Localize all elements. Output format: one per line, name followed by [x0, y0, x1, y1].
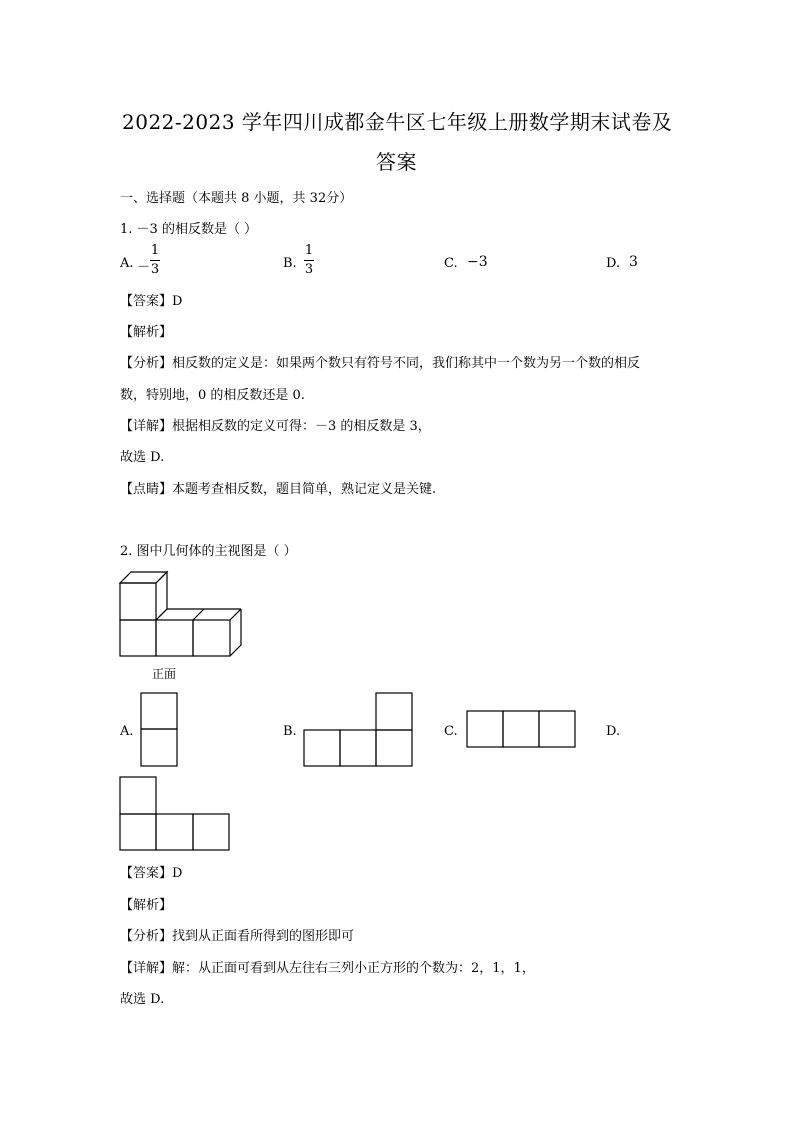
square: [120, 777, 156, 814]
q2-figure-caption: 正面: [152, 667, 177, 681]
q1-guxuan: 故选 D.: [120, 450, 165, 465]
q2-option-c-label: C.: [444, 724, 458, 739]
q1-option-d-label: D.: [606, 256, 621, 271]
q2-option-a-label: A.: [120, 724, 134, 739]
q1-option-b-label: B.: [283, 256, 297, 271]
q1-option-c-value: −3: [467, 254, 488, 270]
section-heading: 一、选择题（本题共 8 小题，共 32分）: [120, 191, 353, 206]
q1-stem: 1. －3 的相反数是（ ）: [120, 222, 258, 237]
q2-jiexi: 【解析】: [120, 898, 173, 913]
q1-option-b-denominator: 3: [304, 262, 314, 277]
q2-option-d-label: D.: [606, 724, 621, 739]
q1-option-a-numerator: 1: [150, 243, 160, 258]
q2-xiangjie: 【详解】解：从正面可看到从左往右三列小正方形的个数为：2，1，1，: [120, 961, 535, 976]
square: [193, 814, 229, 850]
title-line-1: 2022-2023 学年四川成都金牛区七年级上册数学期末试卷及: [122, 110, 673, 134]
q1-answer: 【答案】D: [120, 294, 183, 309]
q1-option-d-value: 3: [629, 254, 638, 270]
q1-fenxi-line-2: 数，特别地，0 的相反数还是 0.: [120, 388, 305, 403]
q1-option-c-label: C.: [444, 256, 458, 271]
q1-option-a-label: A.: [120, 256, 134, 271]
q1-xiangjie: 【详解】根据相反数的定义可得：－3 的相反数是 3，: [120, 419, 431, 434]
q2-guxuan: 故选 D.: [120, 992, 165, 1007]
q1-option-a-sign: －: [137, 260, 151, 275]
q2-answer: 【答案】D: [120, 866, 183, 881]
square: [156, 814, 193, 850]
q1-jiexi: 【解析】: [120, 325, 173, 340]
q2-fenxi: 【分析】找到从正面看所得到的图形即可: [120, 929, 355, 944]
q1-dianjing: 【点睛】本题考查相反数，题目简单，熟记定义是关键.: [120, 482, 437, 497]
q2-option-b-label: B.: [283, 724, 297, 739]
q1-option-b-numerator: 1: [304, 243, 314, 258]
q1-fenxi-line-1: 【分析】相反数的定义是：如果两个数只有符号不同，我们称其中一个数为另一个数的相反: [120, 356, 641, 371]
q1-option-a-denominator: 3: [150, 262, 160, 277]
q2-stem: 2. 图中几何体的主视图是（ ）: [120, 544, 297, 559]
square: [120, 814, 156, 850]
title-line-2: 答案: [376, 150, 417, 174]
